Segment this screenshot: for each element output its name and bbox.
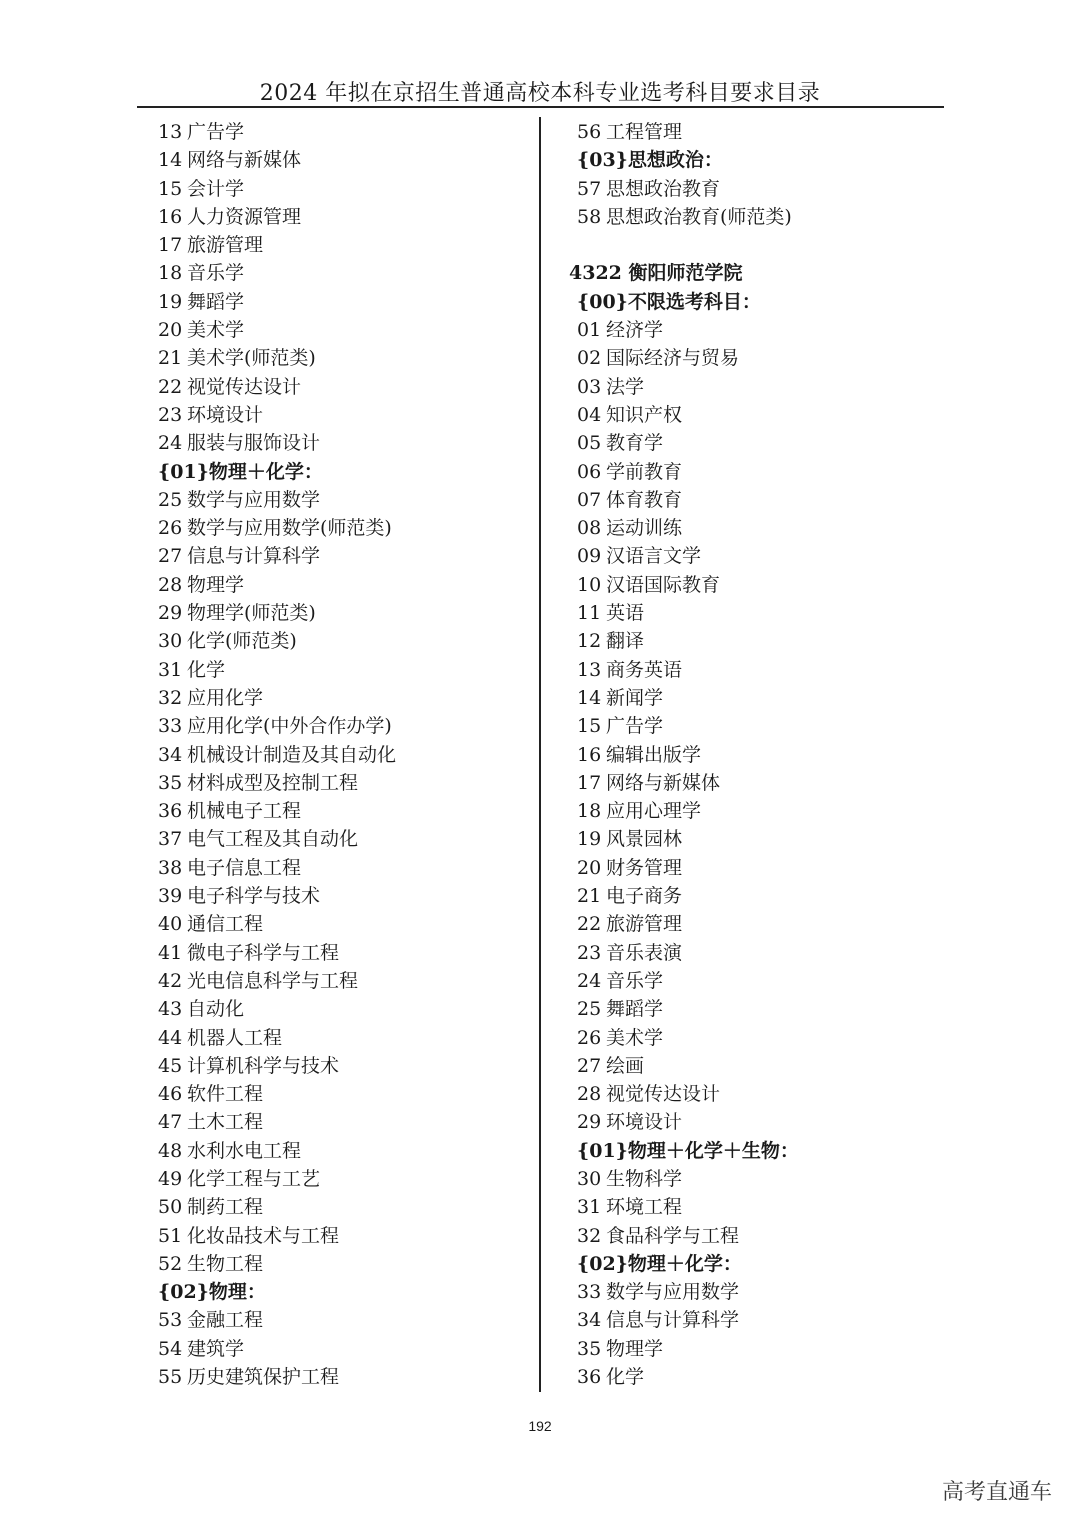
- major-entry: [158, 118, 528, 146]
- page-title: 2024 年拟在京招生普通高校本科专业选考科目要求目录: [259, 81, 821, 106]
- major-code: 13: [158, 121, 183, 143]
- major-code: 51: [158, 1224, 183, 1247]
- major-name: 计算机科学与技术: [187, 1054, 340, 1077]
- major-name: 历史建筑保护工程: [187, 1366, 340, 1389]
- major-code: 31: [577, 1196, 602, 1219]
- major-code: 24: [577, 969, 602, 992]
- major-name: 物理学: [187, 573, 245, 596]
- major-code: 27: [158, 545, 183, 568]
- major-name: 电子商务: [606, 885, 683, 908]
- major-entry: [158, 344, 528, 372]
- major-entry: [158, 656, 528, 684]
- major-name: 光电信息科学与工程: [187, 969, 359, 992]
- major-name: 数学与应用数学(师范类): [187, 517, 392, 540]
- major-entry: [158, 429, 528, 457]
- major-entry: [577, 1306, 947, 1334]
- major-code: 03: [577, 375, 602, 398]
- major-code: 31: [158, 658, 183, 681]
- subject-requirement-header: {01}物理＋化学＋生物：: [577, 1139, 799, 1162]
- major-entry: [577, 741, 947, 769]
- major-code: 28: [577, 1083, 602, 1106]
- major-entry: [577, 458, 947, 486]
- major-code: 36: [577, 1366, 602, 1389]
- major-name: 材料成型及控制工程: [187, 771, 359, 794]
- major-entry: [577, 1335, 947, 1363]
- major-name: 美术学: [606, 1026, 664, 1049]
- major-entry: [577, 1222, 947, 1250]
- major-code: 07: [577, 488, 602, 511]
- major-name: 机器人工程: [187, 1026, 283, 1049]
- major-name: 物理学: [606, 1337, 664, 1360]
- major-entry: [158, 571, 528, 599]
- major-entry: [577, 882, 947, 910]
- major-entry: [158, 1250, 528, 1278]
- major-entry: [158, 1052, 528, 1080]
- major-code: 16: [577, 743, 602, 766]
- major-code: 18: [577, 800, 602, 823]
- major-code: 37: [158, 828, 183, 851]
- major-entry: [577, 797, 947, 825]
- major-name: 生物工程: [187, 1252, 264, 1275]
- major-name: 音乐学: [187, 262, 245, 285]
- major-name: 自动化: [187, 998, 245, 1021]
- major-code: 21: [577, 885, 602, 908]
- major-name: 数学与应用数学: [187, 488, 321, 511]
- major-name: 思想政治教育(师范类): [606, 205, 792, 228]
- major-name: 知识产权: [606, 403, 683, 426]
- major-code: 09: [577, 545, 602, 568]
- major-name: 应用化学(中外合作办学): [187, 715, 392, 738]
- major-name: 英语: [606, 602, 645, 625]
- major-name: 电气工程及其自动化: [187, 828, 359, 851]
- major-entry: [577, 373, 947, 401]
- major-code: 38: [158, 856, 183, 879]
- major-entry: [158, 1363, 528, 1391]
- major-entry: [577, 486, 947, 514]
- major-name: 环境设计: [606, 1111, 683, 1134]
- major-code: 35: [158, 771, 183, 794]
- major-code: 14: [577, 686, 602, 709]
- major-entry: [158, 231, 528, 259]
- major-entry: [158, 627, 528, 655]
- major-name: 环境设计: [187, 403, 264, 426]
- major-name: 软件工程: [187, 1083, 264, 1106]
- major-entry: [577, 1363, 947, 1391]
- major-name: 人力资源管理: [187, 205, 302, 228]
- major-code: 19: [158, 290, 183, 313]
- major-code: 43: [158, 998, 183, 1021]
- major-entry: [577, 995, 947, 1023]
- major-name: 化妆品技术与工程: [187, 1224, 340, 1247]
- major-entry: [158, 1137, 528, 1165]
- major-name: 教育学: [606, 432, 664, 455]
- watermark-text: 高考直通车: [941, 1480, 1052, 1505]
- major-entry: [577, 571, 947, 599]
- major-entry: [577, 769, 947, 797]
- major-name: 工程管理: [606, 121, 683, 143]
- major-name: 物理学(师范类): [187, 602, 316, 625]
- major-entry: [577, 1052, 947, 1080]
- major-name: 音乐表演: [606, 941, 683, 964]
- major-entry: [158, 995, 528, 1023]
- major-code: 22: [577, 913, 602, 936]
- major-code: 33: [577, 1281, 602, 1304]
- major-name: 水利水电工程: [187, 1139, 302, 1162]
- major-code: 18: [158, 262, 183, 285]
- major-name: 翻译: [606, 630, 645, 653]
- subject-requirement-header: {00}不限选考科目：: [577, 290, 761, 313]
- major-entry: [577, 854, 947, 882]
- major-code: 15: [158, 177, 183, 200]
- major-entry: [577, 627, 947, 655]
- major-code: 11: [577, 602, 602, 625]
- major-name: 体育教育: [606, 488, 683, 511]
- major-entry: [577, 939, 947, 967]
- major-code: 34: [158, 743, 183, 766]
- major-entry: [158, 486, 528, 514]
- major-name: 化学: [187, 658, 226, 681]
- major-name: 应用心理学: [606, 800, 702, 823]
- major-code: 14: [158, 149, 183, 172]
- left-column: [158, 118, 528, 1391]
- major-name: 绘画: [606, 1054, 645, 1077]
- major-code: 57: [577, 177, 602, 200]
- major-code: 02: [577, 347, 602, 370]
- major-code: 49: [158, 1167, 183, 1190]
- major-code: 21: [158, 347, 183, 370]
- major-entry: [577, 825, 947, 853]
- major-name: 财务管理: [606, 856, 683, 879]
- major-entry: [158, 939, 528, 967]
- major-code: 41: [158, 941, 183, 964]
- major-code: 34: [577, 1309, 602, 1332]
- major-entry: [577, 175, 947, 203]
- major-entry: [158, 1335, 528, 1363]
- major-code: 56: [577, 121, 602, 143]
- major-entry: [577, 203, 947, 231]
- major-name: 汉语言文学: [606, 545, 702, 568]
- major-entry: [158, 1165, 528, 1193]
- major-code: 32: [158, 686, 183, 709]
- major-entry: [577, 542, 947, 570]
- subject-requirement-header: {02}物理＋化学：: [577, 1252, 742, 1275]
- major-code: 26: [577, 1026, 602, 1049]
- major-entry: [577, 1024, 947, 1052]
- major-entry: [158, 1222, 528, 1250]
- major-entry: [158, 1193, 528, 1221]
- major-name: 商务英语: [606, 658, 683, 681]
- major-name: 应用化学: [187, 686, 264, 709]
- college-heading: 4322 衡阳师范学院: [569, 262, 743, 285]
- major-entry: [158, 769, 528, 797]
- major-code: 06: [577, 460, 602, 483]
- major-code: 52: [158, 1252, 183, 1275]
- major-entry: [158, 882, 528, 910]
- major-code: 35: [577, 1337, 602, 1360]
- subject-requirement-header: {02}物理：: [158, 1281, 266, 1304]
- major-code: 55: [158, 1366, 183, 1389]
- major-entry: [577, 967, 947, 995]
- major-code: 23: [577, 941, 602, 964]
- major-name: 会计学: [187, 177, 245, 200]
- major-entry: [158, 684, 528, 712]
- major-name: 服装与服饰设计: [187, 432, 321, 455]
- major-name: 信息与计算科学: [606, 1309, 740, 1332]
- major-code: 15: [577, 715, 602, 738]
- major-code: 05: [577, 432, 602, 455]
- major-name: 旅游管理: [187, 234, 264, 257]
- major-entry: [158, 175, 528, 203]
- major-name: 机械电子工程: [187, 800, 302, 823]
- major-entry: [158, 542, 528, 570]
- major-name: 通信工程: [187, 913, 264, 936]
- major-name: 视觉传达设计: [187, 375, 302, 398]
- major-entry: [158, 741, 528, 769]
- major-code: 19: [577, 828, 602, 851]
- major-entry: [577, 316, 947, 344]
- major-entry: [158, 967, 528, 995]
- major-name: 美术学: [187, 319, 245, 342]
- major-name: 数学与应用数学: [606, 1281, 740, 1304]
- major-code: 25: [577, 998, 602, 1021]
- major-code: 04: [577, 403, 602, 426]
- major-entry: [158, 797, 528, 825]
- major-code: 30: [577, 1167, 602, 1190]
- major-code: 32: [577, 1224, 602, 1247]
- major-entry: [577, 1108, 947, 1136]
- major-name: 化学工程与工艺: [187, 1167, 321, 1190]
- major-name: 视觉传达设计: [606, 1083, 721, 1106]
- major-code: 20: [158, 319, 183, 342]
- major-code: 44: [158, 1026, 183, 1049]
- major-entry: [577, 514, 947, 542]
- major-entry: [577, 656, 947, 684]
- major-entry: [577, 429, 947, 457]
- major-code: 25: [158, 488, 183, 511]
- right-column: [569, 118, 947, 1391]
- major-name: 网络与新媒体: [606, 771, 721, 794]
- major-code: 33: [158, 715, 183, 738]
- blank-line: [577, 231, 947, 259]
- subject-requirement-header: {01}物理＋化学：: [158, 460, 323, 483]
- major-name: 机械设计制造及其自动化: [187, 743, 397, 766]
- major-code: 30: [158, 630, 183, 653]
- major-entry: [158, 146, 528, 174]
- major-name: 编辑出版学: [606, 743, 702, 766]
- major-entry: [577, 599, 947, 627]
- major-name: 经济学: [606, 319, 664, 342]
- major-code: 50: [158, 1196, 183, 1219]
- major-name: 风景园林: [606, 828, 683, 851]
- major-code: 17: [577, 771, 602, 794]
- major-entry: [577, 1278, 947, 1306]
- major-code: 45: [158, 1054, 183, 1077]
- major-code: 22: [158, 375, 183, 398]
- major-name: 金融工程: [187, 1309, 264, 1332]
- major-code: 26: [158, 517, 183, 540]
- major-name: 化学: [606, 1366, 645, 1389]
- major-name: 电子科学与技术: [187, 885, 321, 908]
- major-entry: [577, 401, 947, 429]
- major-code: 36: [158, 800, 183, 823]
- major-name: 微电子科学与工程: [187, 941, 340, 964]
- page-number: 192: [528, 1418, 552, 1434]
- major-name: 运动训练: [606, 517, 683, 540]
- major-name: 法学: [606, 375, 645, 398]
- major-name: 美术学(师范类): [187, 347, 316, 370]
- major-code: 17: [158, 234, 183, 257]
- major-code: 47: [158, 1111, 183, 1134]
- major-entry: [577, 118, 947, 146]
- major-entry: [158, 373, 528, 401]
- major-name: 电子信息工程: [187, 856, 302, 879]
- major-name: 信息与计算科学: [187, 545, 321, 568]
- subject-requirement-header: {03}思想政治：: [577, 149, 723, 172]
- major-name: 汉语国际教育: [606, 573, 721, 596]
- major-entry: [158, 316, 528, 344]
- major-name: 音乐学: [606, 969, 664, 992]
- major-entry: [577, 344, 947, 372]
- major-code: 28: [158, 573, 183, 596]
- major-name: 食品科学与工程: [606, 1224, 740, 1247]
- major-code: 58: [577, 205, 602, 228]
- major-name: 广告学: [187, 121, 245, 143]
- major-code: 40: [158, 913, 183, 936]
- major-code: 54: [158, 1337, 183, 1360]
- major-code: 29: [158, 602, 183, 625]
- major-name: 广告学: [606, 715, 664, 738]
- major-entry: [577, 910, 947, 938]
- major-code: 53: [158, 1309, 183, 1332]
- major-code: 24: [158, 432, 183, 455]
- major-code: 01: [577, 319, 602, 342]
- major-name: 建筑学: [187, 1337, 245, 1360]
- major-name: 土木工程: [187, 1111, 264, 1134]
- major-name: 网络与新媒体: [187, 149, 302, 172]
- major-name: 新闻学: [606, 686, 664, 709]
- major-name: 舞蹈学: [187, 290, 245, 313]
- major-code: 46: [158, 1083, 183, 1106]
- major-entry: [577, 1080, 947, 1108]
- major-code: 16: [158, 205, 183, 228]
- major-code: 48: [158, 1139, 183, 1162]
- major-entry: [577, 1193, 947, 1221]
- major-name: 思想政治教育: [606, 177, 721, 200]
- major-entry: [158, 1080, 528, 1108]
- major-code: 08: [577, 517, 602, 540]
- major-code: 23: [158, 403, 183, 426]
- major-entry: [158, 1306, 528, 1334]
- major-entry: [158, 514, 528, 542]
- major-entry: [158, 401, 528, 429]
- major-name: 环境工程: [606, 1196, 683, 1219]
- major-entry: [158, 203, 528, 231]
- column-divider: [539, 117, 541, 1392]
- major-name: 国际经济与贸易: [606, 347, 740, 370]
- major-code: 27: [577, 1054, 602, 1077]
- major-code: 39: [158, 885, 183, 908]
- major-name: 生物科学: [606, 1167, 683, 1190]
- major-entry: [158, 1024, 528, 1052]
- major-entry: [577, 1165, 947, 1193]
- major-entry: [158, 854, 528, 882]
- major-entry: [158, 712, 528, 740]
- major-entry: [158, 910, 528, 938]
- major-entry: [577, 712, 947, 740]
- major-code: 13: [577, 658, 602, 681]
- major-code: 42: [158, 969, 183, 992]
- major-name: 学前教育: [606, 460, 683, 483]
- major-name: 舞蹈学: [606, 998, 664, 1021]
- major-name: 旅游管理: [606, 913, 683, 936]
- major-entry: [158, 825, 528, 853]
- major-code: 12: [577, 630, 602, 653]
- major-code: 29: [577, 1111, 602, 1134]
- title-underline: [137, 106, 944, 108]
- major-entry: [158, 259, 528, 287]
- major-entry: [158, 1108, 528, 1136]
- major-code: 10: [577, 573, 602, 596]
- major-name: 制药工程: [187, 1196, 264, 1219]
- major-entry: [158, 288, 528, 316]
- major-name: 化学(师范类): [187, 630, 297, 653]
- major-entry: [577, 684, 947, 712]
- major-code: 20: [577, 856, 602, 879]
- major-entry: [158, 599, 528, 627]
